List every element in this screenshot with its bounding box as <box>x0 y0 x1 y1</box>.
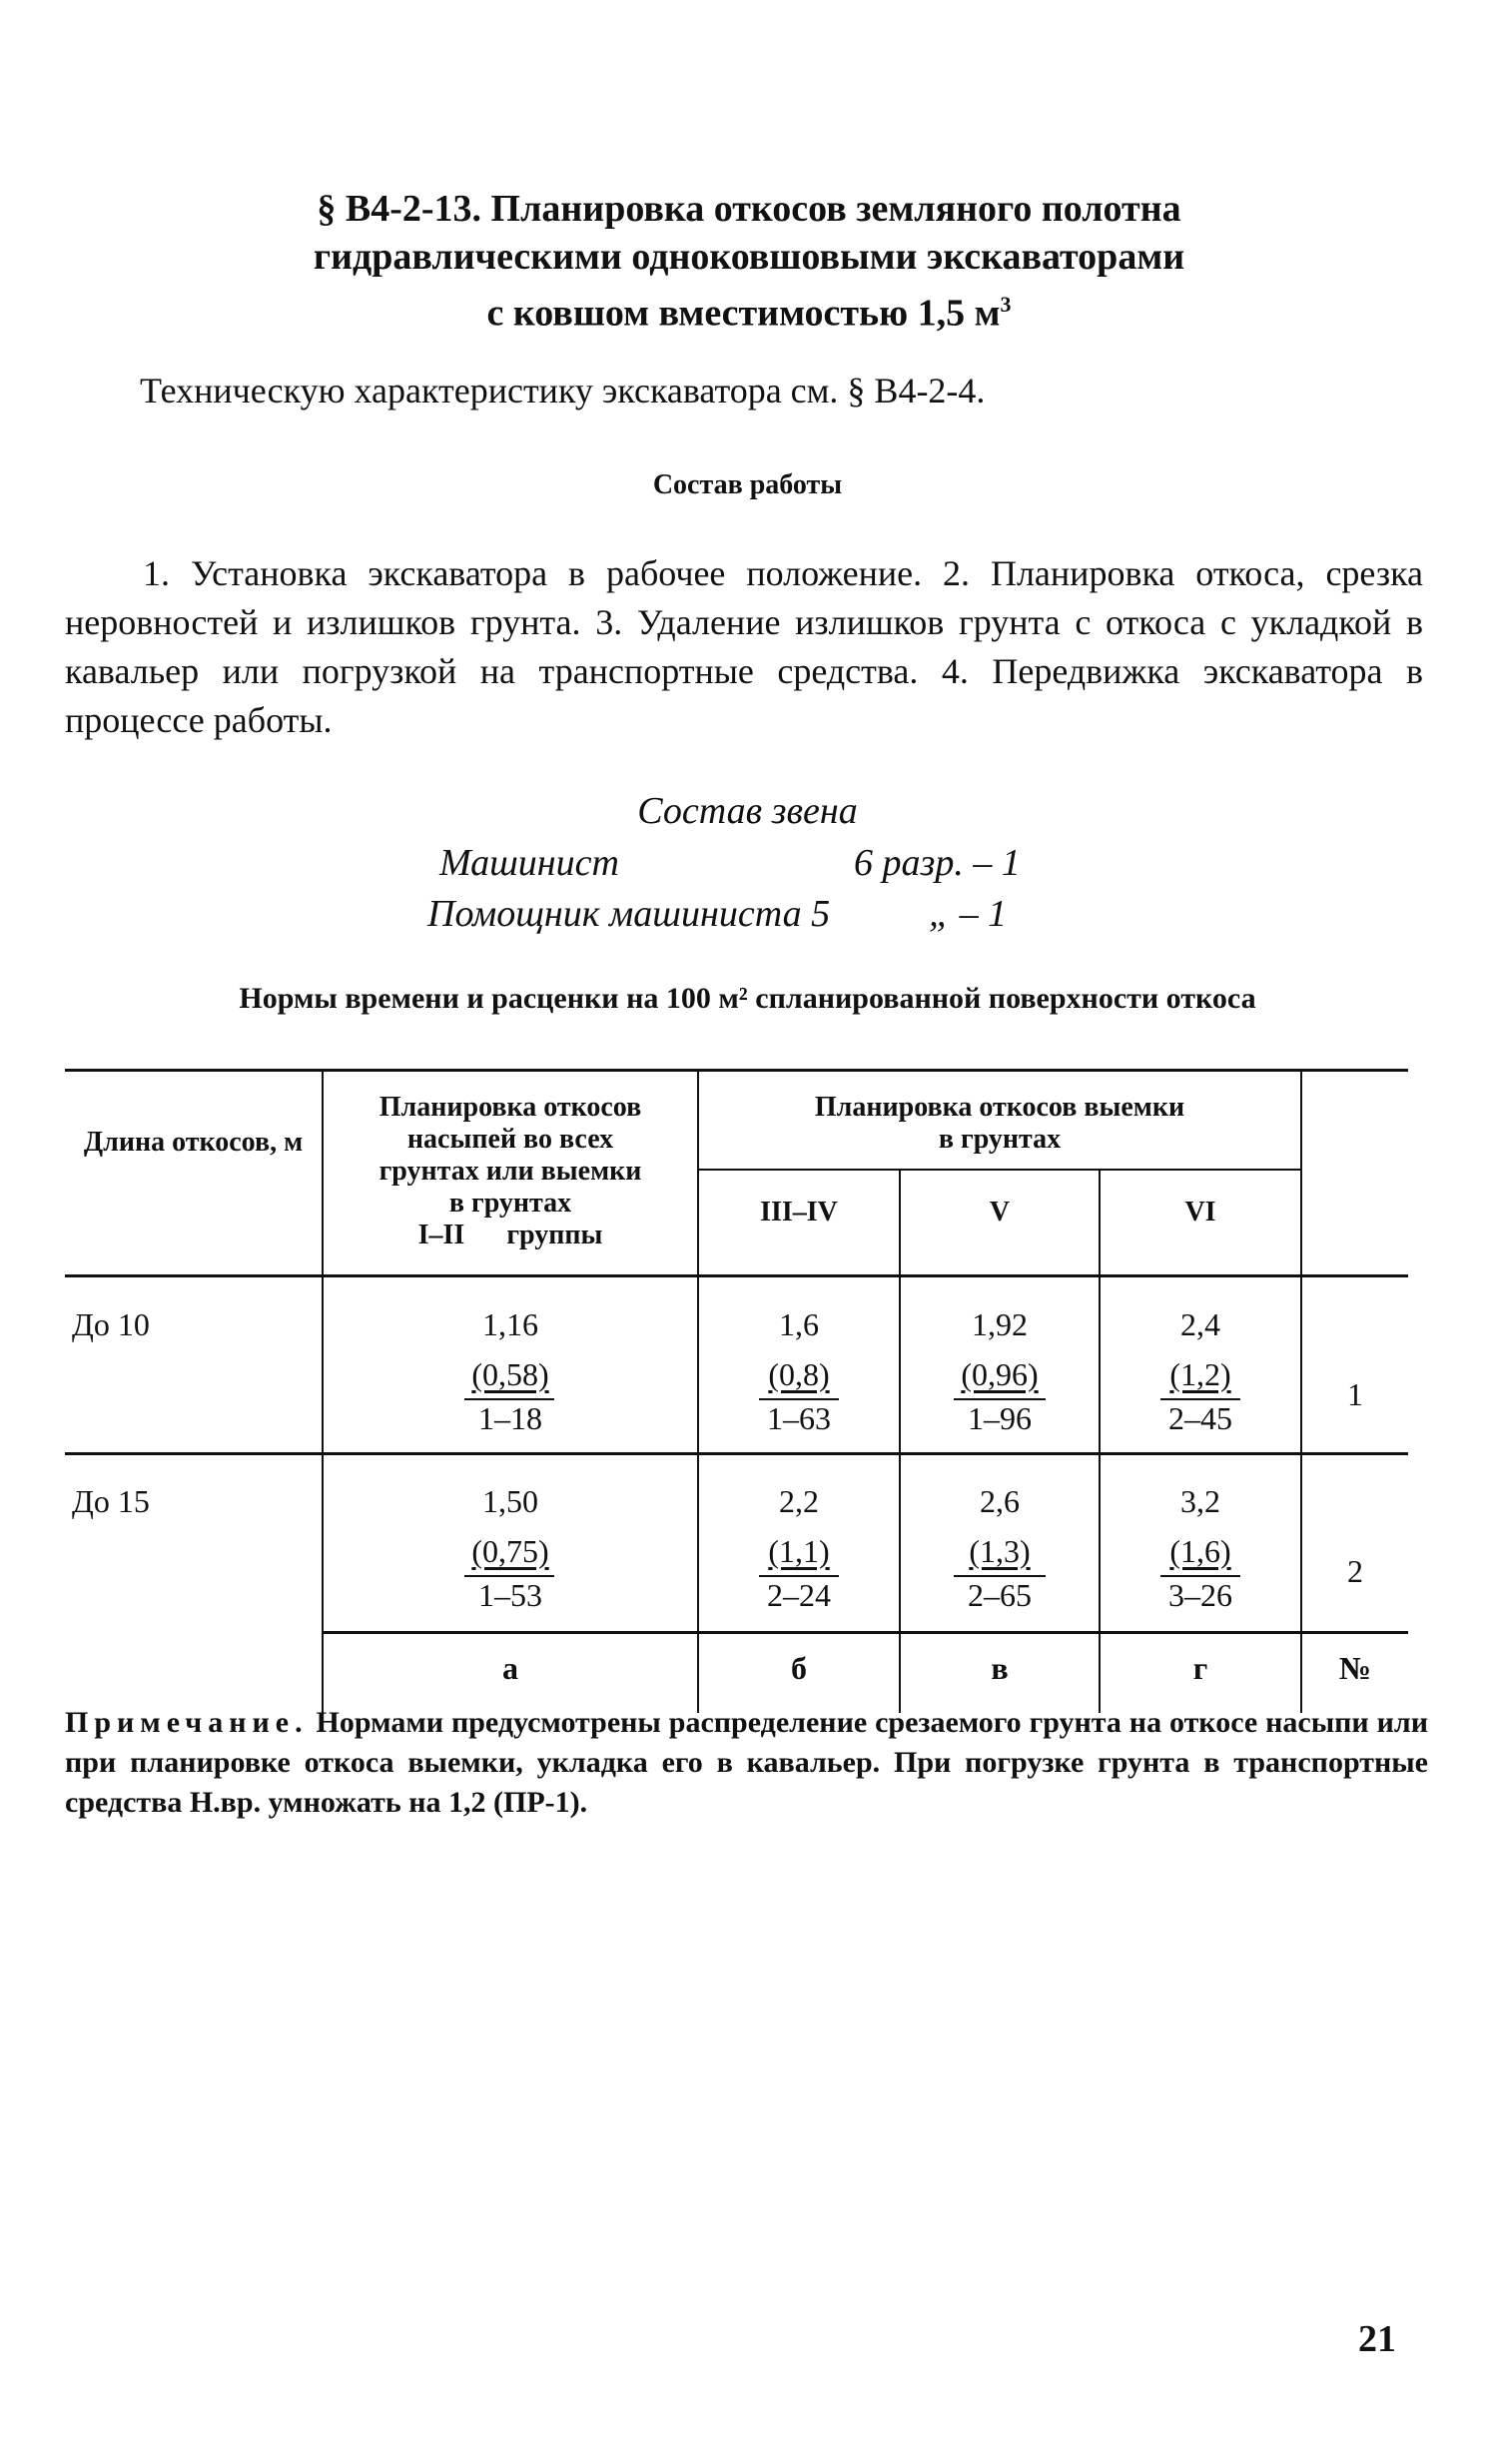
table-subheader-rule <box>697 1169 1300 1171</box>
row-2-a-code: 1–53 <box>478 1577 542 1613</box>
header-fill <box>324 1092 697 1251</box>
row-1-cell-a <box>324 1306 697 1437</box>
tech-reference: Техническую характеристику экскаватора см. § В4-2-4. <box>140 371 986 411</box>
row-1-g-code: 2–45 <box>1168 1400 1232 1436</box>
row-1-a-code: 1–18 <box>478 1400 542 1436</box>
row-1-a-rate: (0,58) <box>471 1356 549 1392</box>
row-2-v-fraction-bar <box>954 1575 1046 1577</box>
header-sub-3-4: III–IV <box>760 1197 838 1228</box>
row-2-cell-b <box>699 1483 899 1614</box>
crew-grade-2: „ – 1 <box>929 893 1008 935</box>
note-text: Нормами предусмотрены распределение срезаемого грунта на откосе насыпи или при планировке откоса выемки, укладка его в кавальер. При погрузке грунта в транспортные средства Н.вр. умножать на 1,2 (ПР-1). <box>65 1706 1428 1819</box>
row-1-v-time: 1,92 <box>972 1306 1028 1342</box>
table-row-rule <box>65 1452 1408 1455</box>
row-2-cell-g <box>1101 1483 1300 1614</box>
row-2-a-time: 1,50 <box>482 1483 538 1519</box>
footer-col-g: г <box>1192 1650 1208 1686</box>
table-footer-rule <box>322 1631 1408 1634</box>
note <box>65 1703 1428 1823</box>
section-heading-line-1: § В4-2-13. Планировка откосов земляного полотна <box>317 188 1181 230</box>
header-fill-line-4: в грунтах <box>448 1188 572 1219</box>
section-heading-sup: 3 <box>1000 292 1012 317</box>
header-fill-line-5: I–II группы <box>417 1220 603 1250</box>
norms-title: Нормы времени и расценки на 100 м² спланированной поверхности откоса <box>239 982 1256 1015</box>
crew-role-1: Машинист <box>439 842 619 884</box>
row-1-v-rate: (0,96) <box>961 1356 1039 1392</box>
row-1-cell-b <box>699 1306 899 1437</box>
header-sub-5: V <box>989 1197 1011 1228</box>
header-cut-line-1: Планировка откосов выемки <box>814 1092 1185 1123</box>
row-2-b-code: 2–24 <box>767 1577 831 1613</box>
table-header-rule <box>65 1274 1408 1277</box>
row-1-b-fraction-bar <box>759 1398 839 1400</box>
footer-col-b: б <box>791 1650 807 1686</box>
row-1-g-fraction-bar <box>1160 1398 1240 1400</box>
row-1-cell-g <box>1101 1306 1300 1437</box>
row-1-v-code: 1–96 <box>968 1400 1032 1436</box>
table-top-rule <box>65 1069 1408 1072</box>
note-label: Примечание. <box>65 1706 309 1739</box>
header-fill-line-2: насыпей во всех <box>406 1124 614 1155</box>
row-2-a-rate: (0,75) <box>471 1533 549 1569</box>
row-2-g-time: 3,2 <box>1180 1483 1220 1519</box>
row-1-b-rate: (0,8) <box>768 1356 830 1392</box>
row-1-length: До 10 <box>72 1306 150 1342</box>
row-1-a-time: 1,16 <box>482 1306 538 1342</box>
footer-col-number: № <box>1338 1650 1372 1686</box>
row-2-v-rate: (1,3) <box>969 1533 1031 1569</box>
row-2-v-code: 2–65 <box>968 1577 1032 1613</box>
row-1-a-fraction-bar <box>464 1398 554 1400</box>
row-2-b-time: 2,2 <box>779 1483 819 1519</box>
work-composition-text: 1. Установка экскаватора в рабочее положение. 2. Планировка откоса, срезка неровностей и излишков грунта. 3. Удаление излишков грунта с откоса с укладкой в кавальер или погрузкой на транспортные средства. 4. Передвижка экскаватора в процессе работы. <box>65 553 1423 740</box>
header-fill-line-3: грунтах или выемки <box>378 1156 642 1187</box>
page-number: 21 <box>1358 2318 1396 2360</box>
header-cut <box>699 1092 1300 1156</box>
crew-grade-1: 6 разр. – 1 <box>854 842 1021 884</box>
section-heading-line-3 <box>150 281 1348 338</box>
row-1-v-fraction-bar <box>954 1398 1046 1400</box>
row-1-b-code: 1–63 <box>767 1400 831 1436</box>
row-2-cell-v <box>901 1483 1099 1614</box>
row-2-g-rate: (1,6) <box>1169 1533 1231 1569</box>
row-2-cell-a <box>324 1483 697 1614</box>
header-cut-line-2: в грунтах <box>938 1124 1062 1155</box>
row-2-b-rate: (1,1) <box>768 1533 830 1569</box>
row-2-v-time: 2,6 <box>980 1483 1020 1519</box>
header-length: Длина откосов, м <box>83 1127 304 1158</box>
row-2-length: До 15 <box>72 1483 150 1519</box>
section-heading-line-3-text: с ковшом вместимостью 1,5 м <box>486 292 1001 335</box>
footer-col-v: в <box>991 1650 1009 1686</box>
crew-title: Состав звена <box>637 790 858 832</box>
row-1-g-rate: (1,2) <box>1169 1356 1231 1392</box>
table-vline-3 <box>899 1169 901 1713</box>
header-sub-6: VI <box>1184 1197 1216 1228</box>
header-fill-line-1: Планировка откосов <box>378 1092 642 1123</box>
row-2-a-fraction-bar <box>464 1575 554 1577</box>
row-2-number: 2 <box>1347 1553 1363 1589</box>
row-1-b-time: 1,6 <box>779 1306 819 1342</box>
row-1-number: 1 <box>1347 1376 1363 1412</box>
row-2-g-code: 3–26 <box>1168 1577 1232 1613</box>
row-2-g-fraction-bar <box>1160 1575 1240 1577</box>
table-vline-4 <box>1099 1169 1101 1713</box>
row-2-b-fraction-bar <box>759 1575 839 1577</box>
row-1-g-time: 2,4 <box>1180 1306 1220 1342</box>
section-heading <box>150 185 1348 338</box>
work-composition-title: Состав работы <box>652 469 843 500</box>
footer-col-a: а <box>502 1650 518 1686</box>
row-1-cell-v <box>901 1306 1099 1437</box>
crew-role-2: Помощник машиниста 5 <box>427 893 831 935</box>
section-heading-line-2: гидравлическими одноковшовыми экскаваторами <box>313 236 1185 278</box>
